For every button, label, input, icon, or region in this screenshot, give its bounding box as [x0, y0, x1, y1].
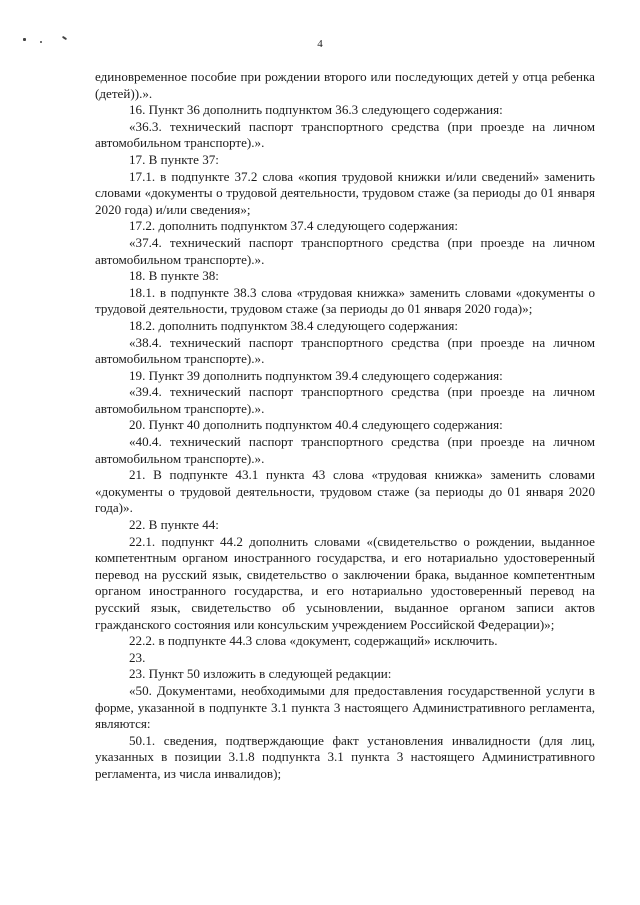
paragraph: 18. В пункте 38: — [129, 268, 219, 284]
paragraph: «37.4. технический паспорт транспортного средства (при проезде на личном автомобильном транспорте).». — [95, 234, 595, 267]
paragraph: «38.4. технический паспорт транспортного средства (при проезде на личном автомобильном транспорте).». — [95, 334, 595, 367]
paragraph: 20. Пункт 40 дополнить подпунктом 40.4 следующего содержания: — [129, 417, 503, 433]
paragraph: 16. Пункт 36 дополнить подпунктом 36.3 следующего содержания: — [129, 102, 503, 118]
paragraph: «39.4. технический паспорт транспортного средства (при проезде на личном автомобильном транспорте).». — [95, 384, 595, 416]
paragraph: 23. — [129, 649, 146, 665]
paragraph: 18.2. дополнить подпунктом 38.4 следующего содержания: — [129, 317, 459, 333]
paragraph: «50. Документами, необходимыми для предоставления государственной услуги в форме, указанной в подпункте 3.1 пункта 3 настоящего Административного регламента, являются: — [95, 682, 595, 732]
paragraph: 17.1. в подпункте 37.2 слова «копия трудовой книжки и/или сведений» заменить словами «документы о трудовой деятельности, трудовом стаже (за периоды до 01 января 2020 года) и/или сведения»; — [95, 168, 595, 217]
paragraph: 17. В пункте 37: — [129, 151, 219, 167]
paragraph: 18.1. в подпункте 38.3 слова «трудовая книжка» заменить словами «документы о трудовой деятельности, трудовом стаже (за периоды до 01 января 2020 года)»; — [95, 284, 595, 317]
paragraph: 50.1. сведения, подтверждающие факт установления инвалидности (для лиц, указанных в позиции 3.1.8 подпункта 3.1 пункта 3 настоящего Административного регламента, из числа инвалидов); — [95, 732, 595, 781]
paragraph: «40.4. технический паспорт транспортного средства (при проезде на личном автомобильном транспорте).». — [95, 434, 595, 466]
paragraph: 19. Пункт 39 дополнить подпунктом 39.4 следующего содержания: — [129, 367, 503, 383]
paragraph: 22.2. в подпункте 44.3 слова «документ, содержащий» исключить. — [129, 633, 498, 649]
paragraph: 22. В пункте 44: — [129, 517, 219, 533]
paragraph: 21. В подпункте 43.1 пункта 43 слова «трудовая книжка» заменить словами «документы о трудовой деятельности, трудовом стаже (за периоды до 01 января 2020 года)». — [95, 467, 595, 516]
paragraph: 22.1. подпункт 44.2 дополнить словами «(свидетельство о рождении, выданное компетентным органом иностранного государства, и его нотариально удостоверенный перевод на русский язык, свидетельство о заключении брака, выданное компетентным органом иностранного государства, и его нотариально удостоверенный перевод на русский язык, свидетельство об усыновлении, выданное органом записи актов гражданского состояния или консульским учреждением Российской Федерации)»; — [95, 533, 595, 632]
document-body — [95, 69, 595, 783]
page-number: 4 — [317, 38, 323, 50]
paragraph: 17.2. дополнить подпунктом 37.4 следующего содержания: — [129, 218, 459, 234]
paragraph: «36.3. технический паспорт транспортного средства (при проезде на личном автомобильном транспорте).». — [95, 118, 595, 151]
paragraph: единовременное пособие при рождении второго или последующих детей у отца ребенка (детей)).». — [95, 69, 595, 101]
paragraph: 23. Пункт 50 изложить в следующей редакции: — [129, 666, 392, 682]
